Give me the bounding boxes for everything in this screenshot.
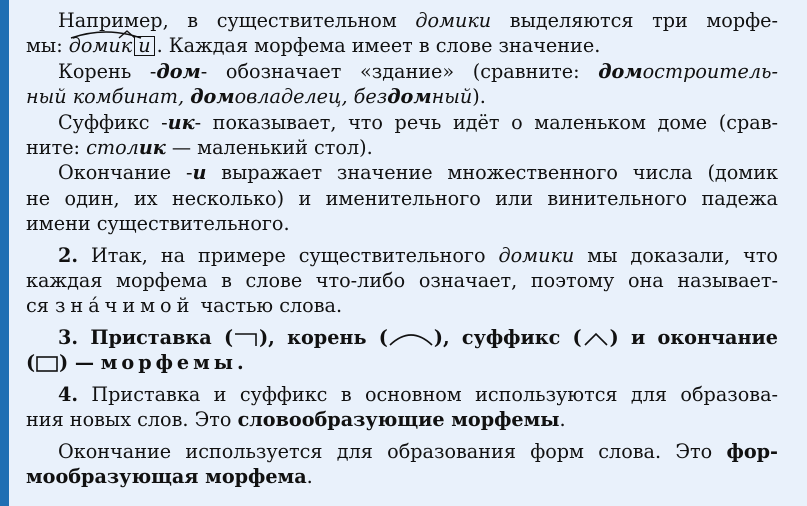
ending-box: и: [134, 36, 154, 56]
prefix-symbol-icon: [233, 331, 259, 347]
example-word: домики: [415, 9, 492, 32]
para7-line2: ния новых слов. Это словообразующие морфемы.: [26, 408, 566, 432]
para4-line3: имени существительного.: [26, 212, 290, 236]
text-body: [26, 8, 778, 489]
para5-line2: каждая морфема в слове что-либо означает, поэтому она называет-: [26, 269, 778, 293]
para2-line1: Корень -дом- обозначает «здание» (сравните: домостроитель-: [58, 59, 778, 83]
para6-line1: 3. Приставка ( ), корень ( ), суффикс ( ) и окончание: [58, 325, 778, 349]
para7-line1: 4. Приставка и суффикс в основном используются для образова-: [58, 382, 778, 406]
para5-line1: 2. Итак, на примере существительного домики мы доказали, что: [58, 243, 778, 267]
para4-line2: не один, их несколько) и именительного или винительного падежа: [26, 186, 778, 210]
para1-line1: Например, в существительном домики выделяются три морфе-: [58, 9, 778, 32]
root-symbol-icon: [388, 331, 434, 347]
para5-line3: ся зна́чимой частью слова.: [26, 294, 343, 318]
para8-line2: мообразующая морфема.: [26, 464, 313, 488]
morpheme-parse: домик: [69, 33, 132, 58]
para6-line2: ( ) — морфемы.: [26, 351, 244, 375]
suffix-symbol-icon: [582, 331, 610, 347]
para3-line2: ните: столик — маленький стол).: [26, 136, 373, 160]
left-accent-bar: [0, 0, 9, 506]
para2-line2: ный комбинат, домовладелец, бездомный).: [26, 85, 486, 109]
para4-line1: Окончание -и выражает значение множественного числа (домик: [58, 161, 778, 185]
root-arc-icon: [69, 29, 143, 39]
para8-line1: Окончание используется для образования форм слова. Это фор-: [58, 439, 778, 463]
para1-line2: мы: домик и . Каждая морфема имеет в слове значение.: [26, 33, 778, 58]
ending-symbol-icon: [35, 355, 59, 373]
para3-line1: Суффикс -ик- показывает, что речь идёт о маленьком доме (срав-: [58, 110, 779, 134]
